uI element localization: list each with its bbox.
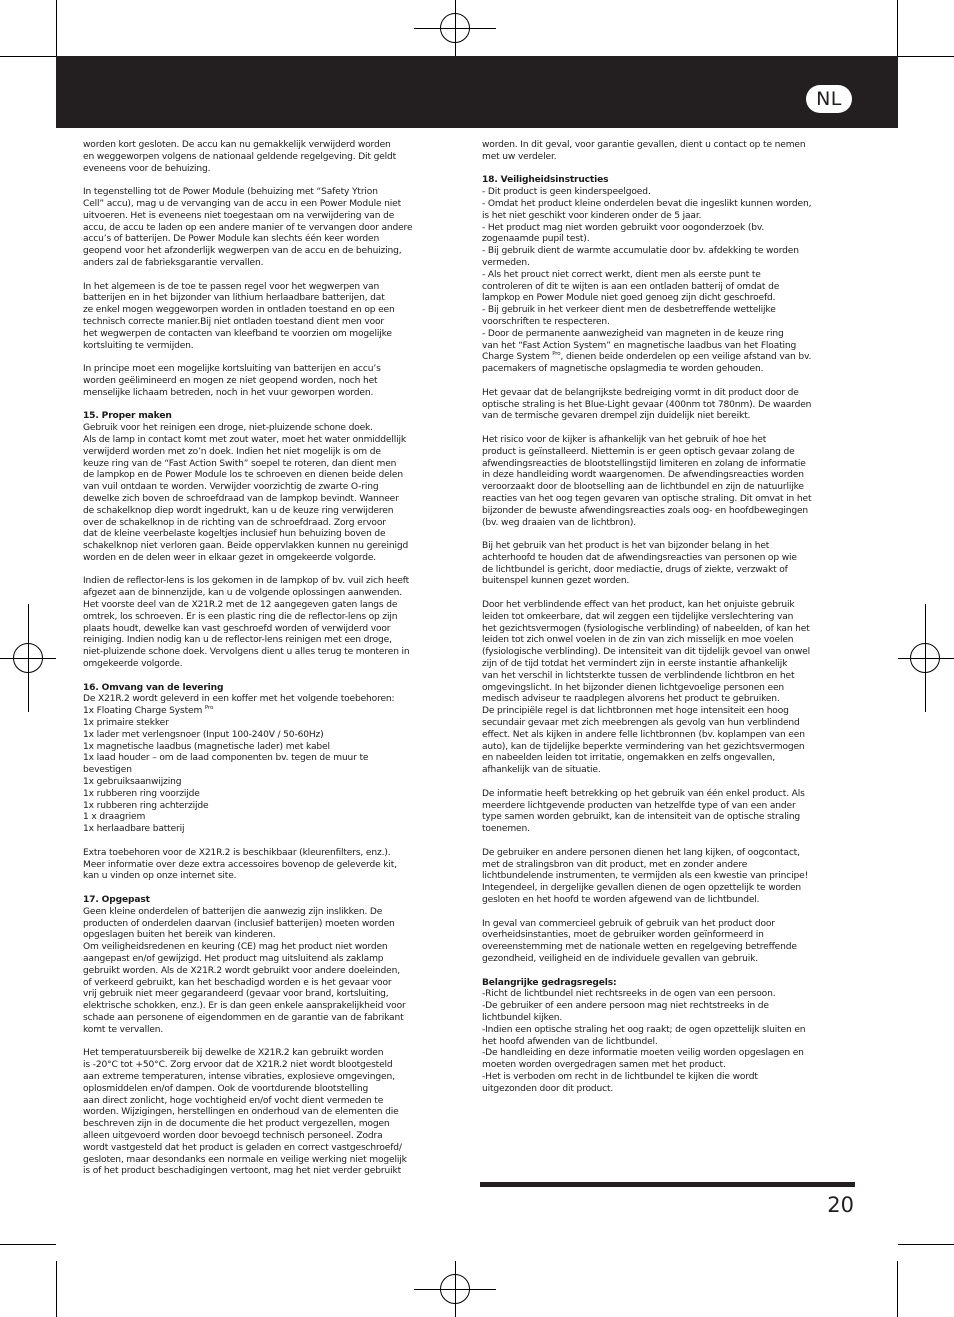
section-17-caution [83,895,458,1037]
superscript: Pro [204,705,214,712]
crop-mark [897,1261,898,1317]
paragraph: Indien de reflector-lens is los gekomen in de lampkop of bv. vuil zich heeft afgezet aan de binnenzijde, kan u de volgende oplossingen aanwenden. Het voorste deel van de X21R.2 met de 12 aangegeven gaten langs de omtrek, los schroeven. Er is een plastic ring die de reflector-lens op zijn plaats houdt, dewelke kan vast geschroefd worden of verwijderd voor reiniging. Indien nodig kan u de reflector-lens reinigen met een droge, niet-pluizende schone doek. Vervolgens dient u alles terug te monteren in omgekeerde volgorde. [83,576,410,670]
section-15-cleaning [83,411,458,564]
list-item: 1x magnetische laadbus (magnetische lader) met kabel [83,741,330,752]
paragraph: In principe moet een mogelijke kortsluiting van batterijen en accu’s worden geëlimineerd en mogen ze niet geopend worden, noch het menselijke lichaam betreden, noch in het vuur geworpen worden. [83,364,381,398]
paragraph: In het algemeen is de toe te passen regel voor het wegwerpen van batterijen en in het bijzonder van lithium herlaadbare batterijen, dat ze enkel mogen weggeworpen worden in ontladen toestand en op een technisch correcte manier.Bij niet ontladen toestand dient men voor het wegwerpen de contacten van kleefband te voorzien om mogelijke kortsluiting te vermijden. [83,281,395,351]
section-heading: 16. Omvang van de levering [83,682,224,693]
crop-mark [0,1244,56,1245]
paragraph: In geval van commercieel gebruik of gebruik van het product door overheidsinstanties, moet de gebruiker worden geïnformeerd in overeenstemming met de nationale wetten en regelgeving betreffende gezondheid, veiligheid en de individuele gevallen van gebruik. [482,918,797,964]
section-heading: Belangrijke gedragsregels: [482,977,617,988]
page-number: 20 [827,1193,854,1217]
list-item: 1x laad houder – om de laad componenten bv. tegen de muur te bevestigen [83,753,369,776]
crop-mark [56,1261,57,1317]
section-heading: 18. Veiligheidsinstructies [482,175,609,186]
paragraph: Het gevaar dat de belangrijkste bedreiging vormt in dit product door de optische straling is het Blue-Light gevaar (400nm tot 780nm). De waarden van de termische gevaren drempel zijn duidelijk niet bereikt. [482,387,812,422]
list-item: 1x rubberen ring achterzijde [83,800,209,811]
crop-mark [898,1244,954,1245]
crop-mark [897,0,898,56]
footer-rule [480,1182,855,1187]
list-item: 1 x draagriem [83,812,146,823]
paragraph: Extra toebehoren voor de X21R.2 is beschikbaar (kleurenfilters, enz.). Meer informatie over deze extra accessoires bovenop de geleverde kit, kan u vinden op onze internet site. [83,847,397,882]
language-badge: NL [806,85,852,113]
section-body: -Richt de lichtbundel niet rechtsreeks in de ogen van een persoon. -De gebruiker of een andere persoon mag niet rechtstreeks in de lichtbundel kijken. -Indien een optische straling het oog raakt; de ogen opzettelijk sluiten en het hoofd afwenden van de lichtbundel. -De handleiding en deze informatie moeten veilig worden opgeslagen en moeten worden overgedragen samen met het product. -Het is verboden om recht in de lichtbundel te kijken die wordt uitgezonden door dit product. [482,989,806,1094]
list-item: 1x lader met verlengsnoer (Input 100-240V / 50-60Hz) [83,729,324,740]
header-bar [56,56,898,128]
list-item: 1x herlaadbare batterij [83,824,185,835]
section-16-delivery-scope [83,683,458,836]
section-body: - Dit product is geen kinderspeelgoed. - Omdat het product kleine onderdelen bevat die ingeslikt kunnen worden, is het niet geschikt voor kinderen onder de 5 jaar. - Het product mag niet worden gebruikt voor oogonderzoek (bv. zogenaamde pupil test). - Bij gebruik dient de warmte accumulatie door bv. afdekking te worden vermeden. - Als het prouct niet correct werkt, dient men als eerste punt te controleren of dit te wijten is aan een ontladen batterij of omdat de lampkop en Power Module niet goed genoeg zijn dicht geschroefd. - Bij gebruik in het verkeer dient men de desbetreffende wettelijke voorschriften te respecteren. - Door de permanente aanwezigheid van magneten in de keuze ring van het “Fast Action System” en magnetische laadbus van het Floating Charge System $^{Pro}$, dienen beide onderdelen op een veilige afstand van bv. pacemakers of magnetische opslagmedia te worden gehouden. [482,187,812,375]
paragraph: In tegenstelling tot de Power Module (behuizing met “Safety Ytrion Cell” accu), mag u de vervanging van de accu in een Power Module niet uitvoeren. Het is eveneens niet toegestaan om na verwijdering van de accu, de accu te laden op een andere manier of te vervangen door andere accu’s of batterijen. De Power Module kan slechts één keer worden geopend voor het afzonderlijk wegwerpen van de accu en de behuizing, anders zal de fabrieksgarantie vervallen. [83,187,413,268]
paragraph: worden kort gesloten. De accu kan nu gemakkelijk verwijderd worden en weggeworpen volgens de nationaal geldende regelgeving. Dit geldt eveneens voor de behuizing. [83,140,397,174]
paragraph: De gebruiker en andere personen dienen het lang kijken, of oogcontact, met de stralingsbron van dit product, met en zonder andere lichtbundelende instrumenten, te vermijden als een kwestie van principe! Integendeel, in dergelijke gevallen dienen de ogen opzettelijk te worden gesloten en het hoofd te worden afgewend van de lichtbundel. [482,847,809,905]
section-heading: 17. Opgepast [83,895,150,905]
paragraph: Het risico voor de kijker is afhankelijk van het gebruik of hoe het product is geïnstalleerd. Niettemin is er geen optisch gevaar zolang de afwendingsreacties de blootstellingstijd limiteren en zolang de informatie in deze handleiding wordt waargenomen. De afwendingsreacties worden veroorzaakt door de blootselling aan de lichtbundel en zijn de natuurlijke reacties van het oog tegen gevaren van optische straling. Dit omvat in het bijzonder de bewuste afwendingsreacties zoals oog- en hoofdbewegingen (bv. weg draaien van de lichtbron). [482,434,812,528]
section-18-safety [482,175,858,376]
delivery-list [83,706,458,836]
crop-mark [56,0,57,56]
paragraph: worden. In dit geval, voor garantie gevallen, dient u contact op te nemen met uw verdeler. [482,140,806,162]
list-item: 1x primaire stekker [83,718,169,729]
left-column [83,140,458,1190]
section-body: Geen kleine onderdelen of batterijen die aanwezig zijn inslikken. De producten of onderdelen daarvan (inclusief batterijen) moeten worden opgeslagen buiten het bereik van kinderen. Om veiligheidsredenen en keuring (CE) mag het product niet worden aangepast en/of gewijzigd. Het product mag uitsluitend als zaklamp gebruikt worden. Als de X21R.2 wordt gebruikt voor andere doeleinden, of verkeerd gebruikt, kan het beschadigd worden e is het gevaar voor vrij gebruik niet meer gegarandeerd (gevaar voor brand, kortsluiting, elektrische schokken, enz.). Er is dan geen enkele aansprakelijkheid voor schade aan personene of eigendommen en de garantie van de fabrikant komt te vervallen. [83,906,406,1035]
rules-of-conduct [482,978,858,1096]
paragraph: De informatie heeft betrekking op het gebruik van één enkel product. Als meerdere lichtgevende producten van hetzelfde type of van een ander type samen worden gebruikt, kan de intensiteit van de optische straling toenemen. [482,788,805,835]
superscript: Pro [552,351,561,358]
section-body: Gebruik voor het reinigen een droge, niet-pluizende schone doek. Als de lamp in contact komt met zout water, moet het water onmiddellijk verwijderd worden met zo’n doek. Indien het niet mogelijk is om de keuze ring van de “Fast Action Swith” soepel te roteren, dan dient men de lampkop en de Power Module los te schroeven en dienen beide delen van vuil ontdaan te worden. Verwijder voorzichtig de zwarte O-ring dewelke zich boven de schroefdraad van de lampkop bevindt. Wanneer de schakelknop diep wordt ingedrukt, kan u de keuze ring verwijderen over de schakelknop in de richting van de schroefdraad. Zorg ervoor dat de kleine veerbelaste kogeltjes inclusief hun behuizing boven de schakelknop niet verloren gaan. Beide oppervlakken kunnen nu gereinigd worden en de delen weer in elkaar gezet in omgekeerde volgorde. [83,423,409,563]
section-intro: De X21R.2 wordt geleverd in een koffer met het volgende toebehoren: [83,694,395,705]
crop-mark [0,56,56,57]
paragraph: Door het verblindende effect van het product, kan het onjuiste gebruik leiden tot omkeerbare, dat wil zeggen een tijdelijke verslechtering van het gezichtsvermogen (fysiologische verblinding) of nabeelden, of kan het leiden tot zich onwel voelen in de zin van zich misselijk en moe voelen (fysiologische verblinding). De intensiteit van dit tijdelijk gevoel van onwel zijn of de tijd totdat het vermindert zijn in eerste instantie afhankelijk van het verschil in lichtsterkte tussen de verblindende lichtbron en het omgevingslicht. In het bijzonder dienen lichtgevoelige personen een medisch adviseur te raadplegen alvorens het product te gebruiken. De principiële regel is dat lichtbronnen met hoge intensiteit een hoog secundair gevaar met zich meebrengen als gevolg van hun verblindend effect. Net als kijken in andere felle lichtbronnen (bv. koplampen van een auto), kan de tijdelijke beperkte vermindering van het gezichtsvermogen en nabeelden leiden tot irritatie, ongemakken en zelfs ongevallen, afhankelijk van de situatie. [482,600,810,776]
list-item: 1x gebruiksaanwijzing [83,777,182,788]
right-column [482,140,858,1107]
section-heading: 15. Proper maken [83,411,172,422]
paragraph: Het temperatuursbereik bij dewelke de X21R.2 kan gebruikt worden is -20°C tot +50°C. Zorg ervoor dat de X21R.2 niet wordt blootgesteld aan extreme temperaturen, intense vibraties, explosieve omgevingen, oplosmiddelen en/of dampen. Ook de voortdurende blootstelling aan direct zonlicht, hoge vochtigheid en/of vocht dient vermeden te worden. Wijzigingen, herstellingen en onderhoud van de elementen die beschreven zijn in de documente die het product vergezellen, mogen alleen uitgevoerd worden door bevoegd technisch personeel. Zodra wordt vastgesteld dat het product is geladen en correct vastgeschroefd/ gesloten, maar desondanks een normale en veilige werking niet mogelijk is of het product beschadigingen vertoont, mag het niet verder gebruikt [83,1048,407,1177]
list-item: 1x rubberen ring voorzijde [83,788,200,799]
crop-mark [898,56,954,57]
list-item: 1x Floating Charge System $^{Pro}$ [83,705,214,717]
paragraph: Bij het gebruik van het product is het van bijzonder belang in het achterhoofd te houden dat de afwendingsreacties van personen op wie de lichtbundel is gericht, door mediactie, drugs of ziekte, verzwakt of buitenspel kunnen gezet worden. [482,541,797,587]
